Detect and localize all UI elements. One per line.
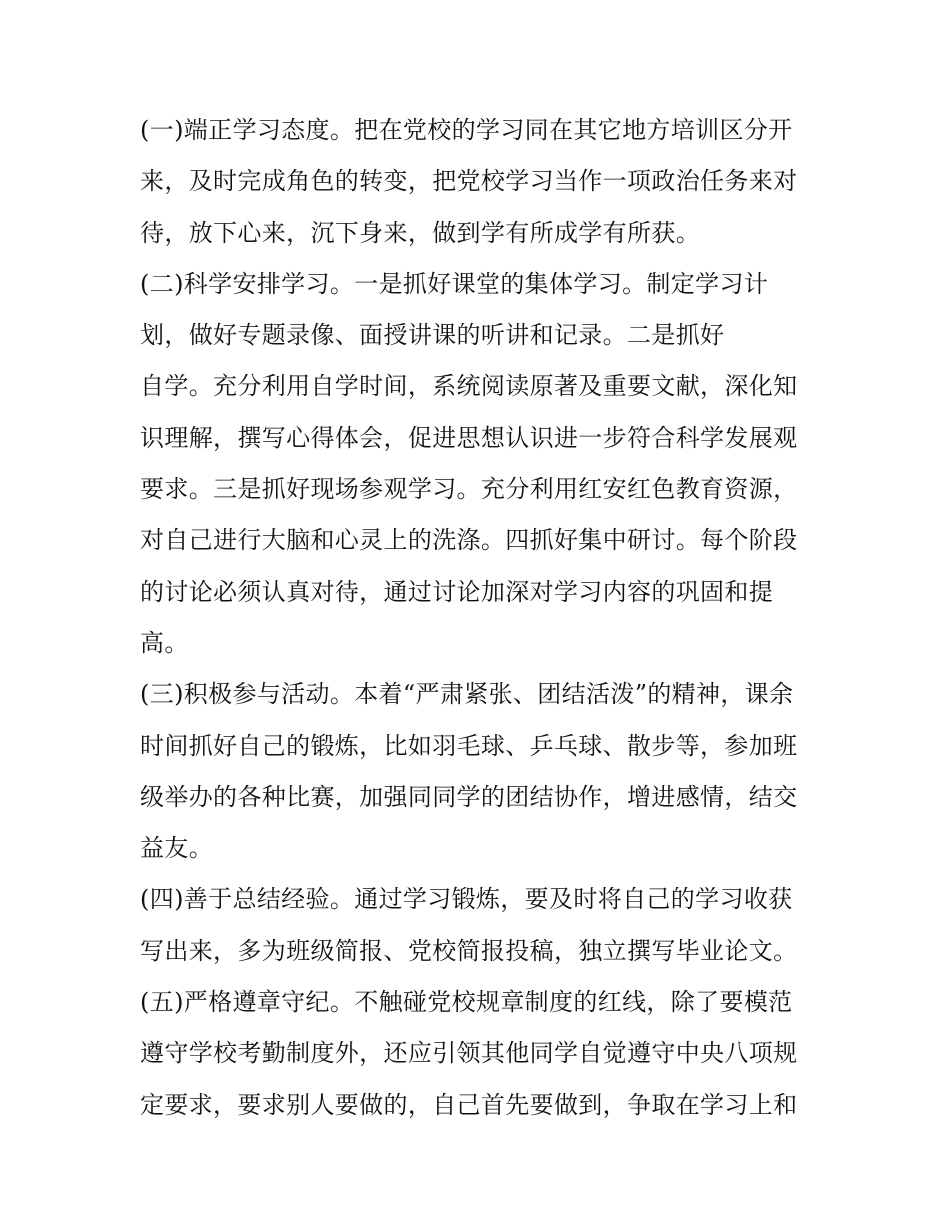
text-line: 要求。三是抓好现场参观学习。充分利用红安红色教育资源， <box>140 475 798 504</box>
text-line: (一)端正学习态度。把在党校的学习同在其它地方培训区分开 <box>140 116 793 144</box>
text-line: 的讨论必须认真对待，通过讨论加深对学习内容的巩固和提 <box>140 577 774 606</box>
text-line: 高。 <box>140 628 189 657</box>
text-line: 划，做好专题录像、面授讲课的听讲和记录。二是抓好 <box>140 321 725 350</box>
text-line: 益友。 <box>140 834 214 863</box>
text-line: 定要求，要求别人要做的，自己首先要做到，争取在学习上和 <box>140 1090 798 1119</box>
text-line: 时间抓好自己的锻炼，比如羽毛球、乒乓球、散步等，参加班 <box>140 731 798 760</box>
text-line: (二)科学安排学习。一是抓好课堂的集体学习。制定学习计 <box>140 269 769 298</box>
text-line: 待，放下心来，沉下身来，做到学有所成学有所获。 <box>140 218 701 247</box>
text-line: 级举办的各种比赛，加强同同学的团结协作，增进感情，结交 <box>140 782 798 811</box>
text-line: 识理解，撰写心得体会，促进思想认识进一步符合科学发展观 <box>140 423 798 452</box>
text-line: 来，及时完成角色的转变，把党校学习当作一项政治任务来对 <box>140 167 798 196</box>
text-line: 对自己进行大脑和心灵上的洗涤。四抓好集中研讨。每个阶段 <box>140 526 798 555</box>
text-line: 自学。充分利用自学时间，系统阅读原著及重要文献，深化知 <box>140 372 798 401</box>
text-line: 写出来，多为班级简报、党校简报投稿，独立撰写毕业论文。 <box>140 936 798 965</box>
text-line: (五)严格遵章守纪。不触碰党校规章制度的红线，除了要模范 <box>140 988 793 1017</box>
text-line: (四)善于总结经验。通过学习锻炼，要及时将自己的学习收获 <box>140 885 793 914</box>
text-line: (三)积极参与活动。本着“严肃紧张、团结活泼”的精神，课余 <box>140 680 794 709</box>
body-text <box>140 105 820 1131</box>
text-line: 遵守学校考勤制度外，还应引领其他同学自觉遵守中央八项规 <box>140 1039 798 1068</box>
